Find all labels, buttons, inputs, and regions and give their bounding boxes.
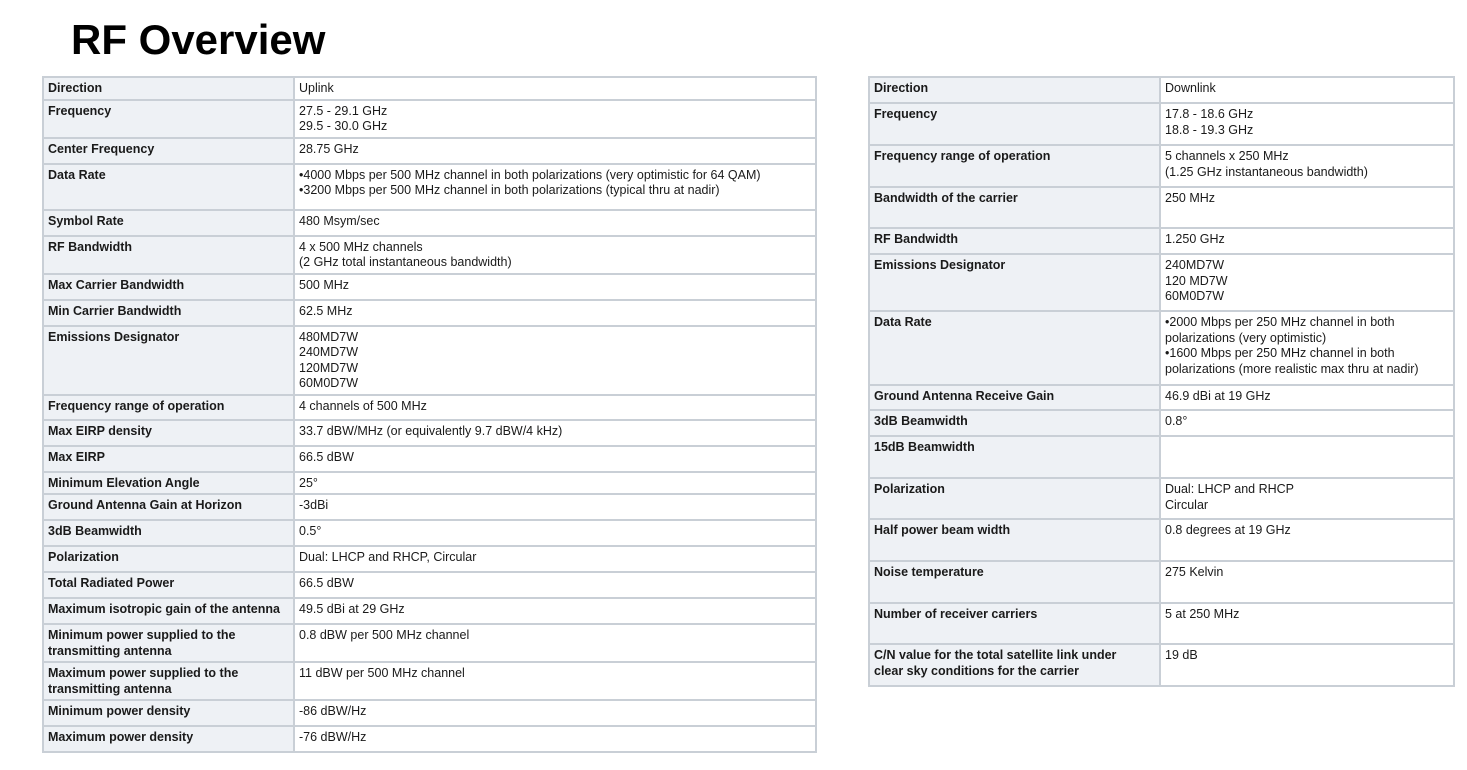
downlink-row-value: 240MD7W 120 MD7W 60M0D7W <box>1160 254 1454 311</box>
uplink-row <box>43 395 816 420</box>
uplink-row-value: 66.5 dBW <box>294 446 816 472</box>
downlink-row <box>869 603 1454 644</box>
downlink-row <box>869 103 1454 145</box>
downlink-row-label: C/N value for the total satellite link under clear sky conditions for the carrier <box>869 644 1160 686</box>
uplink-row-label: Min Carrier Bandwidth <box>43 300 294 326</box>
uplink-row <box>43 662 816 700</box>
uplink-row-value: 49.5 dBi at 29 GHz <box>294 598 816 624</box>
downlink-row <box>869 519 1454 561</box>
downlink-row-value: Downlink <box>1160 77 1454 103</box>
uplink-row-value: Dual: LHCP and RHCP, Circular <box>294 546 816 572</box>
uplink-row-label: Frequency range of operation <box>43 395 294 420</box>
uplink-row <box>43 164 816 210</box>
downlink-row-label: Half power beam width <box>869 519 1160 561</box>
uplink-row <box>43 520 816 546</box>
uplink-row <box>43 598 816 624</box>
uplink-row-label: Minimum Elevation Angle <box>43 472 294 495</box>
uplink-row-value: •4000 Mbps per 500 MHz channel in both polarizations (very optimistic for 64 QAM) •3200 Mbps per 500 MHz channel in both polarizations (typical thru at nadir) <box>294 164 816 210</box>
uplink-row <box>43 624 816 662</box>
uplink-row <box>43 420 816 446</box>
uplink-row-label: Center Frequency <box>43 138 294 164</box>
uplink-row-label: Direction <box>43 77 294 100</box>
uplink-row-value: 33.7 dBW/MHz (or equivalently 9.7 dBW/4 kHz) <box>294 420 816 446</box>
uplink-row-value: 4 x 500 MHz channels (2 GHz total instantaneous bandwidth) <box>294 236 816 274</box>
uplink-row-value: -3dBi <box>294 494 816 520</box>
uplink-row-value: -86 dBW/Hz <box>294 700 816 726</box>
downlink-row-value: •2000 Mbps per 250 MHz channel in both polarizations (very optimistic) •1600 Mbps per 250 MHz channel in both polarizations (more realistic max thru at nadir) <box>1160 311 1454 385</box>
uplink-row-label: Ground Antenna Gain at Horizon <box>43 494 294 520</box>
uplink-row <box>43 100 816 138</box>
uplink-row-value: 480 Msym/sec <box>294 210 816 236</box>
uplink-row <box>43 726 816 752</box>
downlink-row-label: RF Bandwidth <box>869 228 1160 254</box>
downlink-row-label: Polarization <box>869 478 1160 519</box>
downlink-table <box>868 76 1455 687</box>
uplink-row <box>43 472 816 495</box>
uplink-row-value: 11 dBW per 500 MHz channel <box>294 662 816 700</box>
downlink-row-value: 0.8° <box>1160 410 1454 436</box>
downlink-row <box>869 187 1454 228</box>
uplink-row-value: 0.8 dBW per 500 MHz channel <box>294 624 816 662</box>
uplink-row-label: Maximum power supplied to the transmitting antenna <box>43 662 294 700</box>
downlink-row-value <box>1160 436 1454 478</box>
uplink-row-label: Max EIRP <box>43 446 294 472</box>
uplink-row <box>43 546 816 572</box>
downlink-row <box>869 478 1454 519</box>
downlink-row-value: 5 at 250 MHz <box>1160 603 1454 644</box>
uplink-row-label: Frequency <box>43 100 294 138</box>
downlink-row <box>869 254 1454 311</box>
uplink-row-label: Total Radiated Power <box>43 572 294 598</box>
downlink-row-label: Noise temperature <box>869 561 1160 603</box>
uplink-row <box>43 494 816 520</box>
downlink-row <box>869 145 1454 187</box>
uplink-row-value: 25° <box>294 472 816 495</box>
downlink-row-label: Direction <box>869 77 1160 103</box>
uplink-row <box>43 236 816 274</box>
uplink-row-value: 62.5 MHz <box>294 300 816 326</box>
downlink-row-value: 0.8 degrees at 19 GHz <box>1160 519 1454 561</box>
uplink-row-label: Minimum power supplied to the transmitting antenna <box>43 624 294 662</box>
page-title: RF Overview <box>71 16 326 63</box>
uplink-row-label: Maximum isotropic gain of the antenna <box>43 598 294 624</box>
uplink-row <box>43 210 816 236</box>
uplink-row <box>43 446 816 472</box>
uplink-row-value: 500 MHz <box>294 274 816 300</box>
uplink-table <box>42 76 817 753</box>
downlink-row-label: 15dB Beamwidth <box>869 436 1160 478</box>
downlink-row-label: Emissions Designator <box>869 254 1160 311</box>
downlink-row <box>869 77 1454 103</box>
downlink-row <box>869 385 1454 410</box>
downlink-row <box>869 228 1454 254</box>
downlink-row-label: 3dB Beamwidth <box>869 410 1160 436</box>
uplink-row-label: Polarization <box>43 546 294 572</box>
downlink-row-label: Number of receiver carriers <box>869 603 1160 644</box>
uplink-row-value: 480MD7W 240MD7W 120MD7W 60M0D7W <box>294 326 816 395</box>
uplink-row <box>43 572 816 598</box>
downlink-row-value: 17.8 - 18.6 GHz 18.8 - 19.3 GHz <box>1160 103 1454 145</box>
downlink-row-label: Ground Antenna Receive Gain <box>869 385 1160 410</box>
uplink-row-value: -76 dBW/Hz <box>294 726 816 752</box>
uplink-row <box>43 274 816 300</box>
uplink-row <box>43 77 816 100</box>
downlink-row-label: Frequency range of operation <box>869 145 1160 187</box>
uplink-row-label: Symbol Rate <box>43 210 294 236</box>
uplink-row-value: 0.5° <box>294 520 816 546</box>
uplink-row-label: Minimum power density <box>43 700 294 726</box>
downlink-row-value: 275 Kelvin <box>1160 561 1454 603</box>
downlink-row-value: Dual: LHCP and RHCP Circular <box>1160 478 1454 519</box>
uplink-row <box>43 138 816 164</box>
uplink-row-value: 27.5 - 29.1 GHz 29.5 - 30.0 GHz <box>294 100 816 138</box>
downlink-row <box>869 311 1454 385</box>
downlink-row <box>869 644 1454 686</box>
downlink-row-label: Data Rate <box>869 311 1160 385</box>
downlink-row <box>869 436 1454 478</box>
uplink-row <box>43 326 816 395</box>
downlink-row-value: 1.250 GHz <box>1160 228 1454 254</box>
uplink-row-label: Data Rate <box>43 164 294 210</box>
uplink-row-value: Uplink <box>294 77 816 100</box>
downlink-row-label: Bandwidth of the carrier <box>869 187 1160 228</box>
downlink-row-value: 5 channels x 250 MHz (1.25 GHz instantaneous bandwidth) <box>1160 145 1454 187</box>
uplink-row-value: 4 channels of 500 MHz <box>294 395 816 420</box>
downlink-row-value: 250 MHz <box>1160 187 1454 228</box>
uplink-row-label: Maximum power density <box>43 726 294 752</box>
uplink-row <box>43 700 816 726</box>
downlink-row-value: 19 dB <box>1160 644 1454 686</box>
uplink-row-value: 66.5 dBW <box>294 572 816 598</box>
downlink-row-value: 46.9 dBi at 19 GHz <box>1160 385 1454 410</box>
uplink-row <box>43 300 816 326</box>
uplink-row-label: Max Carrier Bandwidth <box>43 274 294 300</box>
uplink-row-label: Max EIRP density <box>43 420 294 446</box>
uplink-row-label: RF Bandwidth <box>43 236 294 274</box>
downlink-row <box>869 561 1454 603</box>
uplink-row-label: 3dB Beamwidth <box>43 520 294 546</box>
downlink-row-label: Frequency <box>869 103 1160 145</box>
uplink-row-value: 28.75 GHz <box>294 138 816 164</box>
downlink-row <box>869 410 1454 436</box>
uplink-row-label: Emissions Designator <box>43 326 294 395</box>
